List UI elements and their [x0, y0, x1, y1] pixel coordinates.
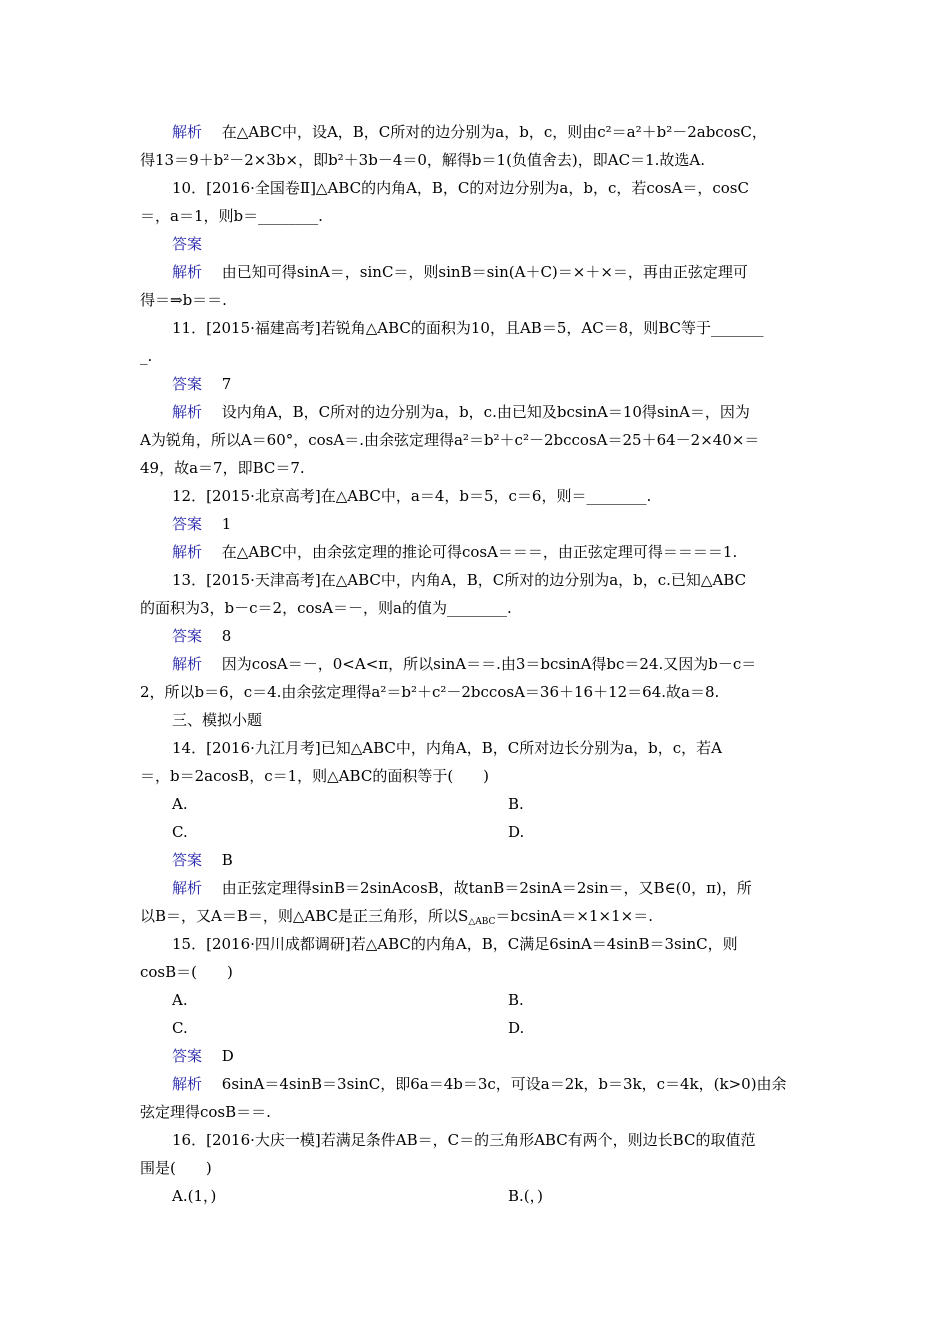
- q14-solution-line-2: [140, 906, 820, 926]
- q11-answer-value: 7: [221, 375, 232, 393]
- q14-answer-value: B: [221, 851, 233, 869]
- q9-solution-line-1: [172, 122, 852, 142]
- q13-solution-line-1: [172, 654, 852, 674]
- q14-solution-line-1: [172, 878, 852, 898]
- q14-options-row-1: [172, 794, 852, 814]
- q14-option-b: B.: [508, 795, 524, 813]
- q12-answer-value: 1: [221, 515, 232, 533]
- answer-label: 答案: [172, 375, 203, 393]
- solution-label: 解析: [172, 879, 203, 897]
- q13-question-line-1: 13．[2015·天津高考]在△ABC中，内角A，B，C所对的边分别为a，b，c.已知△ABC: [172, 571, 747, 589]
- q11-question-line-1: 11．[2015·福建高考]若锐角△ABC的面积为10，且AB＝5，AC＝8，则BC等于_______: [172, 319, 764, 337]
- q11-question-line-2: _.: [140, 347, 153, 365]
- answer-label: 答案: [172, 1047, 203, 1065]
- q12-question-line-1: 12．[2015·北京高考]在△ABC中，a＝4，b＝5，c＝6，则＝________.: [172, 487, 652, 505]
- q9-solution-text-1: 在△ABC中，设A，B，C所对的边分别为a，b，c，则由c²＝a²＋b²－2abcosC，: [221, 123, 767, 141]
- q11-solution-line-2: A为锐角，所以A＝60°，cosA＝.由余弦定理得a²＝b²＋c²－2bccosA＝25＋64－2×40×＝: [140, 431, 760, 449]
- q14-answer-line: [172, 850, 852, 870]
- answer-label: 答案: [172, 515, 203, 533]
- answer-label: 答案: [172, 627, 203, 645]
- solution-label: 解析: [172, 263, 203, 281]
- q15-option-a: A.: [172, 991, 188, 1009]
- q11-answer-line: [172, 374, 852, 394]
- q15-solution-line-2: 弦定理得cosB＝＝.: [140, 1103, 271, 1121]
- q15-option-b: B.: [508, 991, 524, 1009]
- q14-solution-text-1: 由正弦定理得sinB＝2sinAcosB，故tanB＝2sinA＝2sin＝，又B∈(0，π)，所: [221, 879, 752, 897]
- q13-solution-line-2: 2，所以b＝6，c＝4.由余弦定理得a²＝b²＋c²－2bccosA＝36＋16＋12＝64.故a＝8.: [140, 683, 720, 701]
- solution-label: 解析: [172, 403, 203, 421]
- q10-question-line-1: 10．[2016·全国卷Ⅱ]△ABC的内角A，B，C的对边分别为a，b，c，若cosA＝，cosC: [172, 179, 749, 197]
- q15-options-row-2: [172, 1018, 852, 1038]
- q14-solution-subscript: △ABC: [468, 917, 496, 927]
- q16-option-b: B.(，): [508, 1187, 543, 1205]
- q11-solution-text-1: 设内角A，B，C所对的边分别为a，b，c.由已知及bcsinA＝10得sinA＝，因为: [221, 403, 750, 421]
- q10-solution-line-2: 得＝⇒b＝＝.: [140, 291, 227, 309]
- q15-solution-line-1: [172, 1074, 852, 1094]
- q14-option-a: A.: [172, 795, 188, 813]
- q14-solution-text-2a: 以B＝，又A＝B＝，则△ABC是正三角形，所以S: [140, 907, 469, 925]
- q15-question-line-1: 15．[2016·四川成都调研]若△ABC的内角A，B，C满足6sinA＝4sinB＝3sinC，则: [172, 935, 738, 953]
- q11-solution-line-1: [172, 402, 852, 422]
- q10-solution-line-1: [172, 262, 852, 282]
- q12-solution-text-1: 在△ABC中，由余弦定理的推论可得cosA＝＝＝，由正弦定理可得＝＝＝＝1.: [221, 543, 738, 561]
- answer-label: 答案: [172, 235, 203, 253]
- q13-answer-value: 8: [221, 627, 232, 645]
- q12-solution-line-1: [172, 542, 852, 562]
- q13-question-line-2: 的面积为3，b－c＝2，cosA＝－，则a的值为________.: [140, 599, 512, 617]
- q13-answer-line: [172, 626, 852, 646]
- answer-label: 答案: [172, 851, 203, 869]
- q14-option-c: C.: [172, 823, 188, 841]
- q13-solution-text-1: 因为cosA＝－，0<A<π，所以sinA＝＝.由3＝bcsinA得bc＝24.又因为b－c＝: [221, 655, 757, 673]
- q16-options-row-1: [172, 1186, 852, 1206]
- q15-solution-text-1: 6sinA＝4sinB＝3sinC，即6a＝4b＝3c，可设a＝2k，b＝3k，c＝4k，(k>0)由余: [221, 1075, 787, 1093]
- q15-answer-value: D: [221, 1047, 234, 1065]
- q15-question-line-2: cosB＝( ): [140, 963, 233, 981]
- q14-solution-text-2b: ＝bcsinA＝×1×1×＝.: [495, 907, 653, 925]
- q9-solution-line-2: 得13＝9＋b²－2×3b×，即b²＋3b－4＝0，解得b＝1(负值舍去)，即AC＝1.故选A.: [140, 151, 705, 169]
- solution-label: 解析: [172, 543, 203, 561]
- section-title: 三、模拟小题: [172, 711, 263, 729]
- q11-solution-line-3: 49，故a＝7，即BC＝7.: [140, 459, 305, 477]
- solution-label: 解析: [172, 1075, 203, 1093]
- q10-question-line-2: ＝，a＝1，则b＝________.: [140, 207, 323, 225]
- q16-question-line-2: 围是( ): [140, 1159, 212, 1177]
- q15-answer-line: [172, 1046, 852, 1066]
- q16-question-line-1: 16．[2016·大庆一模]若满足条件AB＝，C＝的三角形ABC有两个，则边长BC的取值范: [172, 1131, 756, 1149]
- q14-option-d: D.: [508, 823, 525, 841]
- q15-option-c: C.: [172, 1019, 188, 1037]
- q16-option-a: A.(1，): [172, 1187, 217, 1205]
- q15-option-d: D.: [508, 1019, 525, 1037]
- q14-question-line-2: ＝，b＝2acosB，c＝1，则△ABC的面积等于( ): [140, 767, 490, 785]
- q15-options-row-1: [172, 990, 852, 1010]
- q12-answer-line: [172, 514, 852, 534]
- solution-label: 解析: [172, 655, 203, 673]
- solution-label: 解析: [172, 123, 203, 141]
- q14-options-row-2: [172, 822, 852, 842]
- q14-question-line-1: 14．[2016·九江月考]已知△ABC中，内角A，B，C所对边长分别为a，b，c，若A: [172, 739, 722, 757]
- q10-answer-line: [172, 234, 852, 254]
- q10-solution-text-1: 由已知可得sinA＝，sinC＝，则sinB＝sin(A＋C)＝×＋×＝，再由正弦定理可: [221, 263, 748, 281]
